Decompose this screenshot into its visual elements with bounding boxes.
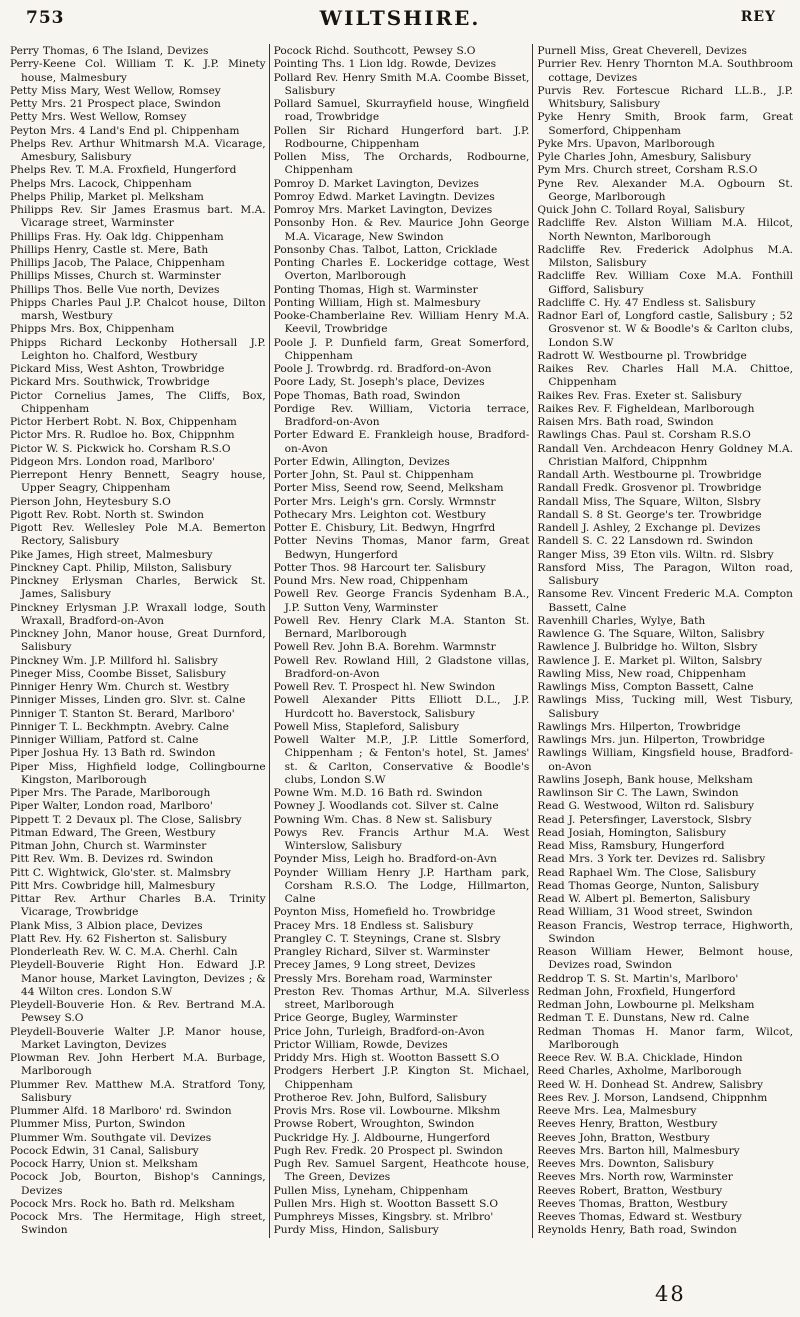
directory-entry: Rawlings Miss, Tucking mill, West Tisbury, Salisbury xyxy=(537,694,794,720)
directory-entry: Price John, Turleigh, Bradford-on-Avon xyxy=(273,1025,485,1038)
directory-entry: Precey James, 9 Long street, Devizes xyxy=(273,959,476,972)
directory-entry: Redman Thomas H. Manor farm, Wilcot, Marlborough xyxy=(537,1025,794,1051)
directory-entry: Pigott Rev. Robt. North st. Swindon xyxy=(10,508,204,521)
directory-column-2 xyxy=(269,44,533,1238)
directory-entry: Potter E. Chisbury, Lit. Bedwyn, Hngrfrd xyxy=(273,522,496,534)
directory-entry: Plank Miss, 3 Albion place, Devizes xyxy=(10,919,203,932)
directory-entry: Petty Mrs. 21 Prospect place, Swindon xyxy=(10,98,221,110)
directory-entry: Pugh Rev. Fredk. 20 Prospect pl. Swindon xyxy=(273,1144,503,1157)
directory-entry: Reed W. H. Donhead St. Andrew, Salisbry xyxy=(537,1078,764,1091)
directory-entry: Pinckney Erlysman J.P. Wraxall lodge, South Wraxall, Bradford-on-Avon xyxy=(10,601,266,627)
directory-column-3 xyxy=(532,44,796,1238)
directory-entry: Puckridge Hy. J. Aldbourne, Hungerford xyxy=(273,1131,491,1144)
directory-entry: Plummer Miss, Purton, Swindon xyxy=(10,1118,186,1131)
directory-entry: Ponsonby Hon. & Rev. Maurice John George M.A. Vicarage, New Swindon xyxy=(273,217,530,243)
directory-entry: Rawlins Joseph, Bank house, Melksham xyxy=(537,773,753,786)
directory-entry: Radnor Earl of, Longford castle, Salisbury ; 52 Grosvenor st. W & Boodle's & Carlton clubs, London S.W xyxy=(537,310,794,349)
directory-entry: Powne Wm. M.D. 16 Bath rd. Swindon xyxy=(273,787,483,799)
directory-entry: Pinckney Capt. Philip, Milston, Salisbury xyxy=(10,561,232,574)
page-number-bottom: 48 xyxy=(655,1282,686,1306)
directory-entry: Phipps Charles Paul J.P. Chalcot house, Dilton marsh, Westbury xyxy=(10,296,266,322)
directory-entry: Pollard Samuel, Skurrayfield house, Wingfield road, Trowbridge xyxy=(273,98,530,124)
directory-entry: Pointing Ths. 1 Lion ldg. Rowde, Devizes xyxy=(273,58,497,71)
directory-entry: Rawlence J. Bulbridge ho. Wilton, Slsbry xyxy=(537,641,758,654)
directory-entry: Reeves Mrs. Downton, Salisbury xyxy=(537,1158,714,1170)
directory-entry: Phipps Richard Leckonby Hothersall J.P. Leighton ho. Chalford, Westbury xyxy=(10,336,266,362)
directory-entry: Poynder Miss, Leigh ho. Bradford-on-Avn xyxy=(273,853,497,866)
directory-entry: Pumphreys Misses, Kingsbry. st. Mrlbro' xyxy=(273,1211,494,1223)
directory-entry: Pocock Edwin, 31 Canal, Salisbury xyxy=(10,1144,199,1157)
directory-entry: Plummer Rev. Matthew M.A. Stratford Tony, Salisbury xyxy=(10,1078,266,1104)
directory-entry: Petty Mrs. West Wellow, Romsey xyxy=(10,111,187,124)
page-title: WILTSHIRE. xyxy=(319,6,481,30)
directory-entry: Piper Miss, Highfield lodge, Collingbourne Kingston, Marlborough xyxy=(10,760,266,786)
directory-entry: Powney J. Woodlands cot. Silver st. Calne xyxy=(273,800,499,813)
directory-entry: Pinniger T. L. Beckhmptn. Avebry. Calne xyxy=(10,720,229,733)
directory-entry: Purdy Miss, Hindon, Salisbury xyxy=(273,1224,439,1237)
directory-entry: Potter Thos. 98 Harcourt ter. Salisbury xyxy=(273,561,486,574)
directory-entry: Raikes Rev. Fras. Exeter st. Salisbury xyxy=(537,389,742,402)
directory-entry: Ransome Rev. Vincent Frederic M.A. Compton Bassett, Calne xyxy=(537,588,794,614)
directory-entry: Pollard Rev. Henry Smith M.A. Coombe Bisset, Salisbury xyxy=(273,71,530,97)
directory-entry: Poore Lady, St. Joseph's place, Devizes xyxy=(273,376,485,389)
directory-entry: Pierson John, Heytesbury S.O xyxy=(10,495,171,508)
directory-entry: Read G. Westwood, Wilton rd. Salisbury xyxy=(537,800,755,813)
directory-entry: Pinniger Henry Wm. Church st. Westbry xyxy=(10,681,230,693)
directory-entry: Powning Wm. Chas. 8 New st. Salisbury xyxy=(273,813,493,826)
directory-entry: Pomroy Edwd. Market Lavingtn. Devizes xyxy=(273,190,495,203)
directory-entry: Powell Miss, Stapleford, Salisbury xyxy=(273,720,460,733)
directory-entry: Pinckney Erlysman Charles, Berwick St. James, Salisbury xyxy=(10,575,266,601)
directory-entry: Rawling Miss, New road, Chippenham xyxy=(537,667,746,680)
header-alpha-key: REY xyxy=(740,9,776,25)
directory-entry: Pinniger T. Stanton St. Berard, Marlboro' xyxy=(10,707,235,720)
directory-entry: Pocock Richd. Southcott, Pewsey S.O xyxy=(273,45,476,57)
directory-entry: Piper Walter, London road, Marlboro' xyxy=(10,800,213,813)
directory-entry: Rawlings Chas. Paul st. Corsham R.S.O xyxy=(537,429,751,442)
directory-entry: Read W. Albert pl. Bemerton, Salisbury xyxy=(537,893,751,905)
directory-entry: Pigott Rev. Wellesley Pole M.A. Bemerton Rectory, Salisbury xyxy=(10,522,266,548)
directory-entry: Provis Mrs. Rose vil. Lowbourne. Mlkshm xyxy=(273,1105,501,1117)
directory-entry: Pitt C. Wightwick, Glo'ster. st. Malmsbry xyxy=(10,866,231,879)
directory-entry: Poole J. Trowbrdg. rd. Bradford-on-Avon xyxy=(273,363,492,375)
directory-entry: Rawlence G. The Square, Wilton, Salisbry xyxy=(537,628,765,640)
directory-entry: Potter Nevins Thomas, Manor farm, Great Bedwyn, Hungerford xyxy=(273,535,530,561)
directory-entry: Powell Rev. John B.A. Borehm. Warmnstr xyxy=(273,641,496,654)
directory-entry: Pyle Charles John, Amesbury, Salisbury xyxy=(537,151,752,163)
directory-entry: Pickard Mrs. Southwick, Trowbridge xyxy=(10,376,210,389)
directory-entry: Rawlinson Sir C. The Lawn, Swindon xyxy=(537,787,739,799)
directory-entry: Ranger Miss, 39 Eton vils. Wiltn. rd. Slsbry xyxy=(537,548,774,561)
directory-entry: Poole J. P. Dunfield farm, Great Somerford, Chippenham xyxy=(273,336,530,362)
directory-entry: Prowse Robert, Wroughton, Swindon xyxy=(273,1118,475,1131)
directory-entry: Reeves Thomas, Bratton, Westbury xyxy=(537,1197,728,1210)
directory-entry: Powell Alexander Pitts Elliott D.L., J.P. Hurdcott ho. Baverstock, Salisbury xyxy=(273,694,530,720)
directory-entry: Ponsonby Chas. Talbot, Latton, Cricklade xyxy=(273,243,498,256)
directory-entry: Pinniger Misses, Linden gro. Slvr. st. Calne xyxy=(10,694,246,707)
directory-entry: Protheroe Rev. John, Bulford, Salisbury xyxy=(273,1091,487,1104)
directory-entry: Pinckney John, Manor house, Great Durnford, Salisbury xyxy=(10,628,266,654)
directory-entry: Reeve Mrs. Lea, Malmesbury xyxy=(537,1105,697,1117)
directory-entry: Porter Edwin, Allington, Devizes xyxy=(273,455,450,468)
directory-entry: Pickard Miss, West Ashton, Trowbridge xyxy=(10,363,225,375)
directory-entry: Pocock Mrs. Rock ho. Bath rd. Melksham xyxy=(10,1197,235,1210)
directory-entry: Randall S. 8 St. George's ter. Trowbridge xyxy=(537,508,762,521)
directory-entry: Ravenhill Charles, Wylye, Bath xyxy=(537,614,706,627)
directory-entry: Pym Mrs. Church street, Corsham R.S.O xyxy=(537,164,758,177)
directory-entry: Porter Mrs. Leigh's grn. Corsly. Wrmnstr xyxy=(273,495,496,508)
directory-entry: Phelps Rev. T. M.A. Froxfield, Hungerford xyxy=(10,164,237,177)
directory-entry: Pierrepont Henry Bennett, Seagry house, Upper Seagry, Chippenham xyxy=(10,469,266,495)
page-number-top: 753 xyxy=(26,8,65,28)
directory-entry: Purrier Rev. Henry Thornton M.A. Southbroom cottage, Devizes xyxy=(537,58,794,84)
directory-entry: Pitt Rev. Wm. B. Devizes rd. Swindon xyxy=(10,853,214,866)
directory-entry: Porter Miss, Seend row, Seend, Melksham xyxy=(273,482,504,495)
directory-entry: Philipps Rev. Sir James Erasmus bart. M.A. Vicarage street, Warminster xyxy=(10,204,266,230)
directory-entry: Pordige Rev. William, Victoria terrace, Bradford-on-Avon xyxy=(273,402,530,428)
directory-entry: Purvis Rev. Fortescue Richard LL.B., J.P. Whitsbury, Salisbury xyxy=(537,84,794,110)
directory-entry: Randell J. Ashley, 2 Exchange pl. Devizes xyxy=(537,522,761,534)
directory-entry: Piper Mrs. The Parade, Marlborough xyxy=(10,787,211,799)
directory-entry: Pollen Miss, The Orchards, Rodbourne, Chippenham xyxy=(273,151,530,177)
directory-entry: Plonderleath Rev. W. C. M.A. Cherhl. Caln xyxy=(10,946,238,958)
directory-entry: Pothecary Mrs. Leighton cot. Westbury xyxy=(273,508,486,521)
directory-entry: Perry Thomas, 6 The Island, Devizes xyxy=(10,45,209,57)
directory-entry: Read Mrs. 3 York ter. Devizes rd. Salisbry xyxy=(537,853,766,866)
directory-entry: Pleydell-Bouverie Hon. & Rev. Bertrand M.A. Pewsey S.O xyxy=(10,999,266,1025)
directory-entry: Preston Rev. Thomas Arthur, M.A. Silverless street, Marlborough xyxy=(273,985,530,1011)
directory-entry: Ransford Miss, The Paragon, Wilton road, Salisbury xyxy=(537,561,794,587)
directory-entry: Phipps Mrs. Box, Chippenham xyxy=(10,323,175,336)
directory-entry: Randall Fredk. Grosvenor pl. Trowbridge xyxy=(537,482,762,495)
directory-entry: Pleydell-Bouverie Walter J.P. Manor house, Market Lavington, Devizes xyxy=(10,1025,266,1051)
directory-entry: Prangley Richard, Silver st. Warminster xyxy=(273,946,490,958)
directory-entry: Pictor Mrs. R. Rudloe ho. Box, Chippnhm xyxy=(10,429,235,442)
directory-entry: Pyne Rev. Alexander M.A. Ogbourn St. George, Marlborough xyxy=(537,177,794,203)
directory-entry: Pyke Mrs. Upavon, Marlborough xyxy=(537,137,715,150)
directory-entry: Pomroy Mrs. Market Lavington, Devizes xyxy=(273,204,493,216)
directory-entry: Randell S. C. 22 Lansdown rd. Swindon xyxy=(537,535,753,548)
directory-entry: Phillips Henry, Castle st. Mere, Bath xyxy=(10,243,209,256)
directory-entry: Piper Joshua Hy. 13 Bath rd. Swindon xyxy=(10,747,216,760)
directory-entry: Radcliffe Rev. William Coxe M.A. Fonthill Gifford, Salisbury xyxy=(537,270,794,296)
directory-entry: Plummer Wm. Southgate vil. Devizes xyxy=(10,1131,212,1144)
directory-entry: Peyton Mrs. 4 Land's End pl. Chippenham xyxy=(10,124,240,137)
directory-entry: Phelps Mrs. Lacock, Chippenham xyxy=(10,177,192,190)
directory-entry: Petty Miss Mary, West Wellow, Romsey xyxy=(10,84,221,97)
directory-entry: Pinckney Wm. J.P. Millford hl. Salisbry xyxy=(10,654,218,667)
directory-entry: Randall Arth. Westbourne pl. Trowbridge xyxy=(537,469,762,481)
directory-entry: Randall Ven. Archdeacon Henry Goldney M.A. Christian Malford, Chippnhm xyxy=(537,442,794,468)
directory-entry: Pictor Herbert Robt. N. Box, Chippenham xyxy=(10,416,237,428)
directory-entry: Perry-Keene Col. William T. K. J.P. Minety house, Malmesbury xyxy=(10,58,266,84)
directory-entry: Read Miss, Ramsbury, Hungerford xyxy=(537,840,725,852)
directory-entry: Pullen Mrs. High st. Wootton Bassett S.O xyxy=(273,1197,499,1210)
directory-entry: Ponting Thomas, High st. Warminster xyxy=(273,283,478,296)
directory-entry: Phillips Misses, Church st. Warminster xyxy=(10,270,221,283)
directory-entry: Pippett T. 2 Devaux pl. The Close, Salisbry xyxy=(10,813,242,826)
directory-entry: Reed Charles, Axholme, Marlborough xyxy=(537,1065,742,1078)
directory-entry: Read Raphael Wm. The Close, Salisbury xyxy=(537,866,756,879)
directory-entry: Pollen Sir Richard Hungerford bart. J.P. Rodbourne, Chippenham xyxy=(273,124,530,150)
directory-entry: Reason William Hewer, Belmont house, Devizes road, Swindon xyxy=(537,946,794,972)
directory-entry: Reeves Henry, Bratton, Westbury xyxy=(537,1118,718,1131)
directory-entry: Pressly Mrs. Boreham road, Warminster xyxy=(273,972,492,985)
directory-entry: Redman John, Froxfield, Hungerford xyxy=(537,985,736,998)
directory-entry: Rawlence J. E. Market pl. Wilton, Salsbry xyxy=(537,654,762,667)
directory-entry: Pittar Rev. Arthur Charles B.A. Trinity Vicarage, Trowbridge xyxy=(10,893,266,919)
directory-entry: Rees Rev. J. Morson, Landsend, Chippnhm xyxy=(537,1091,768,1104)
directory-entry: Powell Rev. Rowland Hill, 2 Gladstone villas, Bradford-on-Avon xyxy=(273,654,530,680)
directory-entry: Pound Mrs. New road, Chippenham xyxy=(273,575,469,587)
directory-entry: Pitt Mrs. Cowbridge hill, Malmesbury xyxy=(10,879,216,892)
directory-entry: Raikes Rev. F. Figheldean, Marlborough xyxy=(537,402,755,415)
directory-columns xyxy=(0,42,800,1238)
directory-entry: Priddy Mrs. High st. Wootton Bassett S.O xyxy=(273,1052,500,1064)
directory-entry: Read J. Petersfinger, Laverstock, Slsbry xyxy=(537,813,752,826)
directory-entry: Reddrop T. S. St. Martin's, Marlboro' xyxy=(537,972,739,985)
directory-entry: Randall Miss, The Square, Wilton, Slsbry xyxy=(537,495,761,508)
directory-entry: Powell Rev. Henry Clark M.A. Stanton St. Bernard, Marlborough xyxy=(273,614,530,640)
directory-entry: Pocock Job, Bourton, Bishop's Cannings, Devizes xyxy=(10,1171,266,1197)
directory-entry: Phelps Philip, Market pl. Melksham xyxy=(10,190,204,203)
directory-column-1 xyxy=(6,44,269,1238)
directory-entry: Reeves John, Bratton, Westbury xyxy=(537,1131,710,1144)
directory-entry: Rawlings William, Kingsfield house, Bradford-on-Avon xyxy=(537,747,794,773)
directory-entry: Pidgeon Mrs. London road, Marlboro' xyxy=(10,455,215,468)
directory-entry: Porter Edward E. Frankleigh house, Bradford-on-Avon xyxy=(273,429,530,455)
directory-entry: Rawlings Mrs. jun. Hilperton, Trowbridge xyxy=(537,734,765,746)
directory-entry: Plummer Alfd. 18 Marlboro' rd. Swindon xyxy=(10,1105,232,1117)
directory-entry: Pitman John, Church st. Warminster xyxy=(10,840,207,852)
directory-entry: Pineger Miss, Coombe Bisset, Salisbury xyxy=(10,667,227,680)
directory-entry: Pitman Edward, The Green, Westbury xyxy=(10,826,216,839)
directory-entry: Reeves Thomas, Edward st. Westbury xyxy=(537,1211,742,1223)
directory-entry: Pinniger William, Patford st. Calne xyxy=(10,734,199,746)
directory-entry: Phillips Fras. Hy. Oak ldg. Chippenham xyxy=(10,230,224,243)
directory-entry: Radcliffe Rev. Frederick Adolphus M.A. Milston, Salisbury xyxy=(537,243,794,269)
directory-entry: Phillips Jacob, The Palace, Chippenham xyxy=(10,257,225,269)
directory-entry: Prangley C. T. Steynings, Crane st. Slsbry xyxy=(273,932,501,945)
directory-entry: Radcliffe Rev. Alston William M.A. Hilcot, North Newnton, Marlborough xyxy=(537,217,794,243)
directory-entry: Reece Rev. W. B.A. Chicklade, Hindon xyxy=(537,1052,743,1064)
directory-entry: Phillips Thos. Belle Vue north, Devizes xyxy=(10,283,220,296)
directory-entry: Powys Rev. Francis Arthur M.A. West Winterslow, Salisbury xyxy=(273,826,530,852)
directory-entry: Purnell Miss, Great Cheverell, Devizes xyxy=(537,45,747,57)
directory-entry: Porter John, St. Paul st. Chippenham xyxy=(273,469,474,481)
directory-entry: Raikes Rev. Charles Hall M.A. Chittoe, Chippenham xyxy=(537,363,794,389)
directory-entry: Radrott W. Westbourne pl. Trowbridge xyxy=(537,349,747,362)
directory-entry: Poynder William Henry J.P. Hartham park, Corsham R.S.O. The Lodge, Hillmarton, Calne xyxy=(273,866,530,905)
directory-entry: Pocock Mrs. The Hermitage, High street, Swindon xyxy=(10,1211,266,1237)
directory-entry: Pictor Cornelius James, The Cliffs, Box, Chippenham xyxy=(10,389,266,415)
directory-entry: Pleydell-Bouverie Right Hon. Edward J.P. Manor house, Market Lavington, Devizes ; & 44 Wilton cres. London S.W xyxy=(10,959,266,998)
directory-entry: Powell Rev. George Francis Sydenham B.A., J.P. Sutton Veny, Warminster xyxy=(273,588,530,614)
directory-entry: Plowman Rev. John Herbert M.A. Burbage, Marlborough xyxy=(10,1052,266,1078)
directory-entry: Pugh Rev. Samuel Sargent, Heathcote house, The Green, Devizes xyxy=(273,1158,530,1184)
directory-entry: Read Josiah, Homington, Salisbury xyxy=(537,826,727,839)
directory-entry: Pocock Harry, Union st. Melksham xyxy=(10,1158,198,1170)
directory-entry: Pracey Mrs. 18 Endless st. Salisbury xyxy=(273,919,474,932)
directory-entry: Redman John, Lowbourne pl. Melksham xyxy=(537,999,755,1011)
directory-entry: Reason Francis, Westrop terrace, Highworth, Swindon xyxy=(537,919,794,945)
directory-entry: Rawlings Mrs. Hilperton, Trowbridge xyxy=(537,720,741,733)
directory-entry: Powell Walter M.P., J.P. Little Somerford, Chippenham ; & Fenton's hotel, St. James' st. & Carlton, Conservative & Boodle's clubs, London S.W xyxy=(273,734,530,786)
directory-entry: Pullen Miss, Lyneham, Chippenham xyxy=(273,1184,469,1197)
directory-entry: Redman T. E. Dunstans, New rd. Calne xyxy=(537,1012,750,1025)
directory-entry: Poynton Miss, Homefield ho. Trowbridge xyxy=(273,906,496,919)
directory-entry: Pictor W. S. Pickwick ho. Corsham R.S.O xyxy=(10,442,231,455)
directory-entry: Read William, 31 Wood street, Swindon xyxy=(537,906,753,919)
directory-entry: Reeves Mrs. Barton hill, Malmesbury xyxy=(537,1144,740,1157)
directory-entry: Rawlings Miss, Compton Bassett, Calne xyxy=(537,681,754,693)
directory-entry: Read Thomas George, Nunton, Salisbury xyxy=(537,879,759,892)
directory-entry: Pope Thomas, Bath road, Swindon xyxy=(273,389,461,402)
directory-entry: Pyke Henry Smith, Brook farm, Great Somerford, Chippenham xyxy=(537,111,794,137)
directory-entry: Ponting Charles E. Lockeridge cottage, West Overton, Marlborough xyxy=(273,257,530,283)
directory-entry: Reeves Robert, Bratton, Westbury xyxy=(537,1184,723,1197)
directory-entry: Ponting William, High st. Malmesbury xyxy=(273,296,481,309)
directory-entry: Pike James, High street, Malmesbury xyxy=(10,548,213,561)
directory-entry: Quick John C. Tollard Royal, Salisbury xyxy=(537,204,745,216)
directory-entry: Raisen Mrs. Bath road, Swindon xyxy=(537,416,714,428)
directory-entry: Price George, Bugley, Warminster xyxy=(273,1012,458,1025)
directory-entry: Pomroy D. Market Lavington, Devizes xyxy=(273,177,479,190)
directory-entry: Pooke-Chamberlaine Rev. William Henry M.A. Keevil, Trowbridge xyxy=(273,310,530,336)
directory-entry: Radcliffe C. Hy. 47 Endless st. Salisbury xyxy=(537,296,756,309)
directory-entry: Reynolds Henry, Bath road, Swindon xyxy=(537,1224,737,1237)
directory-entry: Reeves Mrs. North row, Warminster xyxy=(537,1171,733,1184)
directory-entry: Powell Rev. T. Prospect hl. New Swindon xyxy=(273,681,496,693)
page-header xyxy=(0,0,800,42)
directory-entry: Phelps Rev. Arthur Whitmarsh M.A. Vicarage, Amesbury, Salisbury xyxy=(10,137,266,163)
directory-entry: Platt Rev. Hy. 62 Fisherton st. Salisbury xyxy=(10,932,227,945)
directory-entry: Prictor William, Rowde, Devizes xyxy=(273,1038,448,1051)
directory-entry: Prodgers Herbert J.P. Kington St. Michael, Chippenham xyxy=(273,1065,530,1091)
